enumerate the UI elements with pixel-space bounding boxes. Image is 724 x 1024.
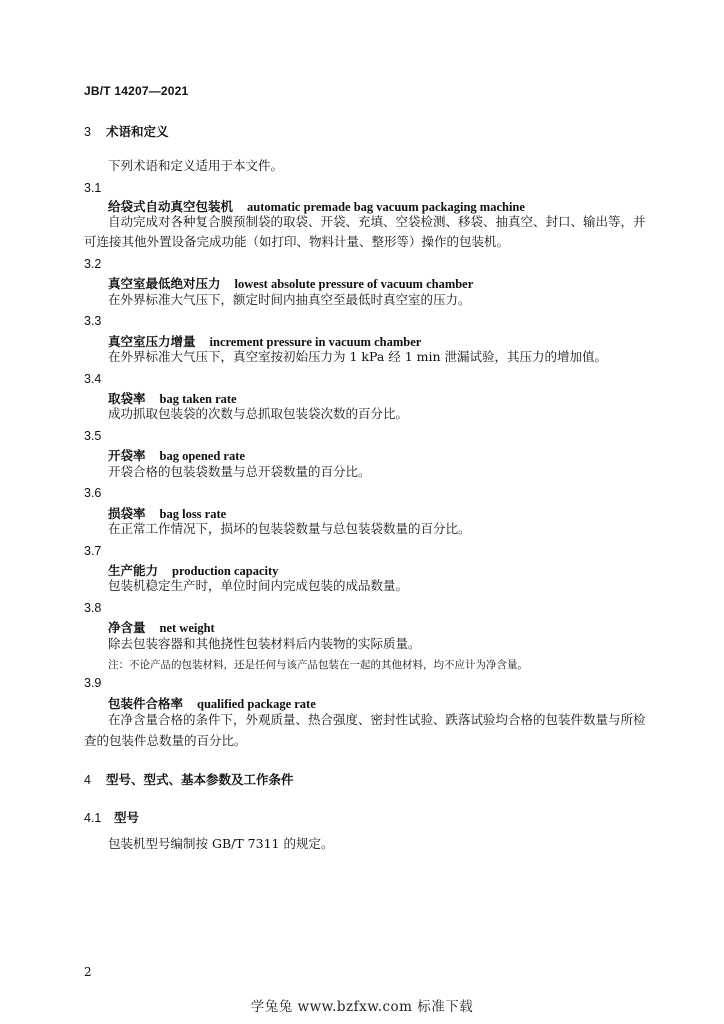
term-note: 注：不论产品的包装材料，还是任何与该产品包装在一起的其他材料，均不应计为净含量。 bbox=[108, 659, 528, 671]
term-title bbox=[108, 446, 245, 464]
watermark-text: 学兔兔 www.bzfxw.com 标准下载 bbox=[250, 999, 474, 1015]
subsection-4-1-title: 型号 bbox=[114, 811, 140, 825]
term-en: qualified package rate bbox=[197, 697, 316, 711]
term-zh: 给袋式自动真空包装机 bbox=[108, 199, 234, 214]
term-definition-line: 除去包装容器和其他挠性包装材料后内装物的实际质量。 bbox=[108, 636, 421, 651]
term-zh: 取袋率 bbox=[108, 391, 146, 406]
term-definition-line: 在外界标准大气压下，额定时间内抽真空至最低时真空室的压力。 bbox=[108, 292, 471, 307]
term-title bbox=[108, 389, 237, 407]
term-en: net weight bbox=[159, 621, 215, 635]
section-3-heading bbox=[84, 122, 169, 140]
term-zh: 生产能力 bbox=[108, 563, 159, 578]
term-definition-line: 成功抓取包装袋的次数与总抓取包装袋次数的百分比。 bbox=[108, 406, 409, 421]
term-definition-line: 查的包装件总数量的百分比。 bbox=[84, 733, 247, 748]
term-en: production capacity bbox=[172, 564, 279, 578]
section-3-intro: 下列术语和定义适用于本文件。 bbox=[108, 158, 284, 173]
section-3-title: 术语和定义 bbox=[106, 125, 169, 139]
term-number: 3.6 bbox=[84, 486, 102, 500]
page-number: 2 bbox=[84, 965, 92, 979]
term-definition-line: 在正常工作情况下，损坏的包装袋数量与总包装袋数量的百分比。 bbox=[108, 521, 471, 536]
term-number: 3.4 bbox=[84, 372, 102, 386]
term-en: increment pressure in vacuum chamber bbox=[209, 335, 422, 349]
standard-code: JB/T 14207—2021 bbox=[84, 84, 189, 98]
section-3-number: 3 bbox=[84, 125, 91, 139]
term-zh: 真空室最低绝对压力 bbox=[108, 276, 221, 291]
term-zh: 包装件合格率 bbox=[108, 696, 184, 711]
term-title bbox=[108, 197, 525, 215]
term-definition-line: 包装机稳定生产时，单位时间内完成包装的成品数量。 bbox=[108, 578, 409, 593]
subsection-4-1-heading bbox=[84, 808, 139, 826]
term-number: 3.1 bbox=[84, 181, 102, 195]
term-number: 3.9 bbox=[84, 676, 102, 690]
term-number: 3.5 bbox=[84, 429, 102, 443]
term-number: 3.2 bbox=[84, 257, 102, 271]
term-title bbox=[108, 694, 316, 712]
term-definition-line: 自动完成对各种复合膜预制袋的取袋、开袋、充填、空袋检测、移袋、抽真空、封口、输出等，并 bbox=[108, 214, 646, 229]
term-en: automatic premade bag vacuum packaging machine bbox=[247, 200, 525, 214]
term-zh: 开袋率 bbox=[108, 448, 146, 463]
section-4-number: 4 bbox=[84, 773, 91, 787]
term-zh: 损袋率 bbox=[108, 506, 146, 521]
term-number: 3.8 bbox=[84, 601, 102, 615]
section-4-heading bbox=[84, 770, 294, 788]
term-title bbox=[108, 332, 421, 350]
term-en: lowest absolute pressure of vacuum chamber bbox=[234, 277, 474, 291]
term-definition-line: 开袋合格的包装袋数量与总开袋数量的百分比。 bbox=[108, 464, 371, 479]
term-definition-line: 在外界标准大气压下，真空室按初始压力为 1 kPa 经 1 min 泄漏试验，其压力的增加值。 bbox=[108, 349, 608, 364]
term-title bbox=[108, 274, 473, 292]
term-number: 3.3 bbox=[84, 314, 102, 328]
term-title bbox=[108, 504, 226, 522]
term-definition-line: 在净含量合格的条件下，外观质量、热合强度、密封性试验、跌落试验均合格的包装件数量与所检 bbox=[108, 712, 646, 727]
section-4-title: 型号、型式、基本参数及工作条件 bbox=[106, 773, 294, 787]
term-definition-line: 可连接其他外置设备完成功能（如打印、物料计量、整形等）操作的包装机。 bbox=[84, 234, 510, 249]
subsection-4-1-text: 包装机型号编制按 GB/T 7311 的规定。 bbox=[108, 836, 334, 851]
term-en: bag taken rate bbox=[159, 392, 237, 406]
term-zh: 真空室压力增量 bbox=[108, 334, 196, 349]
term-title bbox=[108, 561, 278, 579]
term-en: bag loss rate bbox=[159, 507, 227, 521]
term-number: 3.7 bbox=[84, 544, 102, 558]
term-title bbox=[108, 618, 215, 636]
term-zh: 净含量 bbox=[108, 620, 146, 635]
term-en: bag opened rate bbox=[159, 449, 245, 463]
subsection-4-1-number: 4.1 bbox=[84, 811, 102, 825]
